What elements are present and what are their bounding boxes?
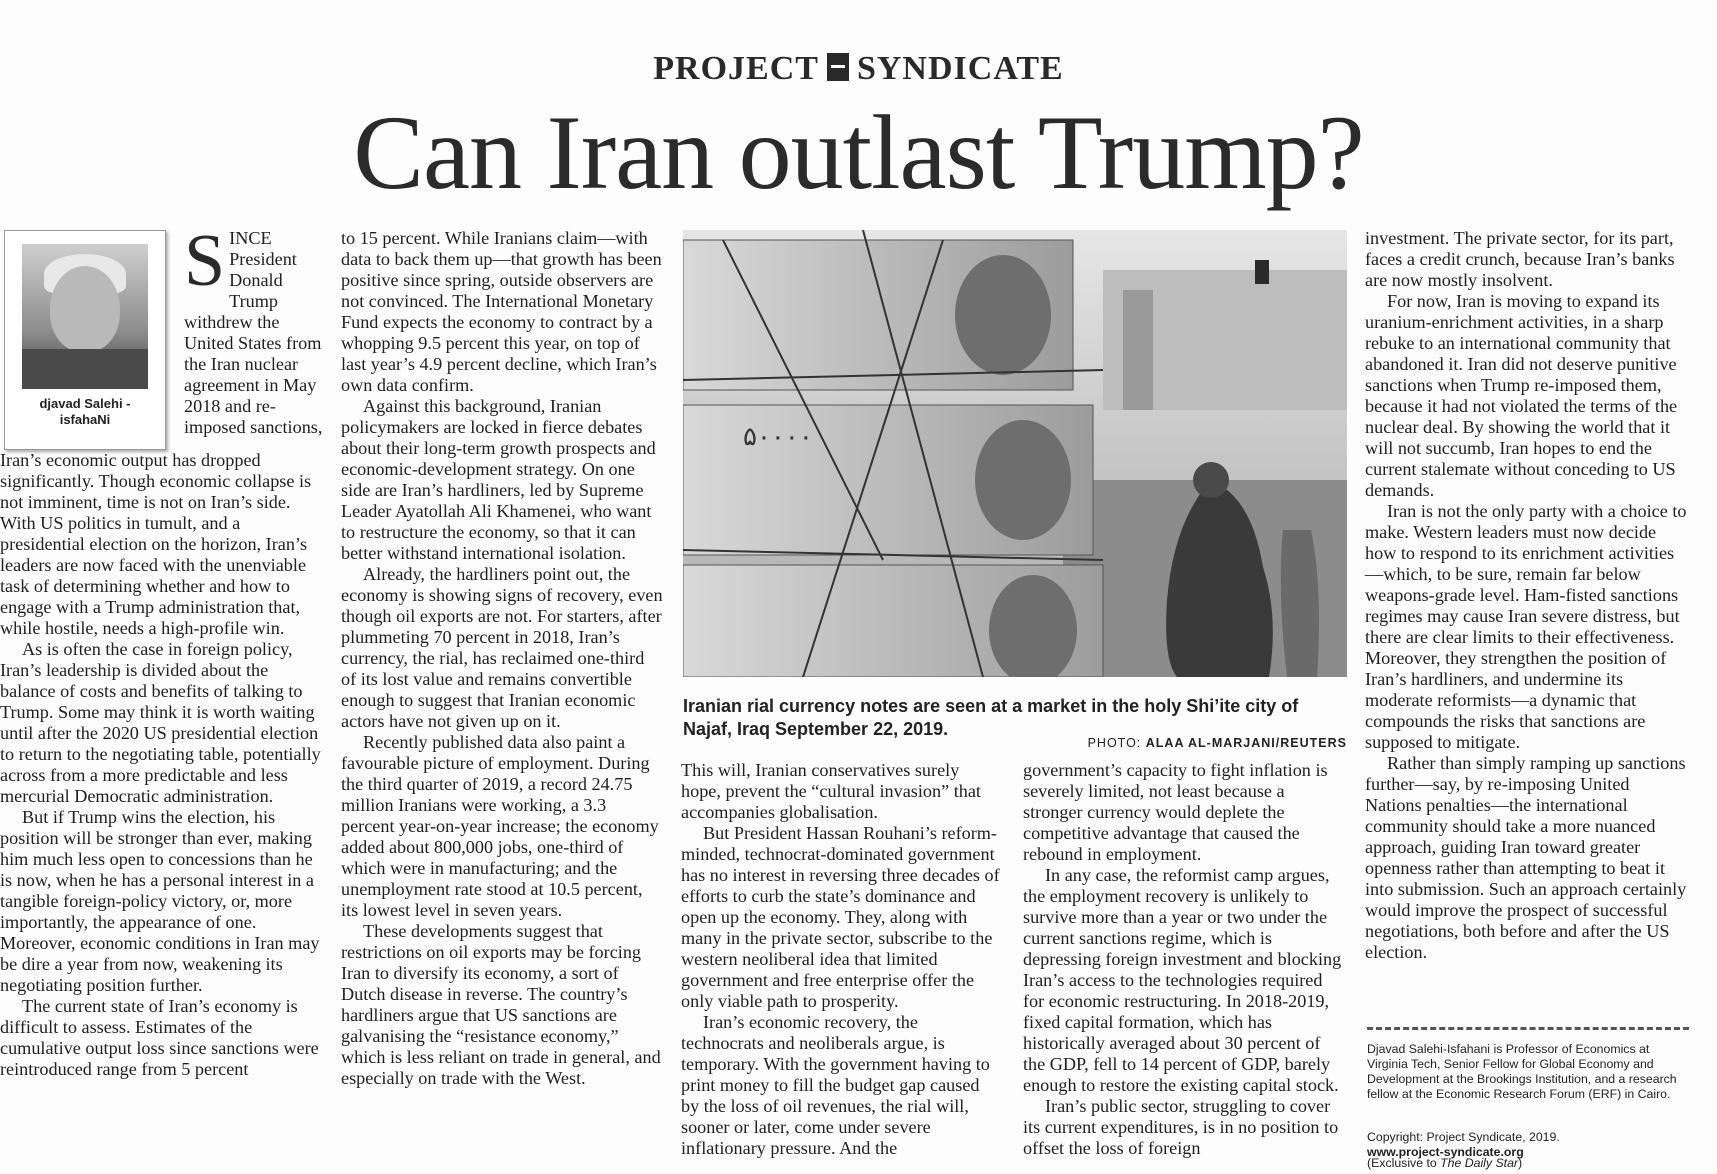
masthead-left: PROJECT [653, 50, 819, 87]
paragraph: Iran’s economic output has dropped significantly. Though economic collapse is not imminent, time is not on Iran’s side. With US politics in tumult, and a presidential election on the horizon, Iran’s leaders are now faced with the unenviable task of determining whether and how to engage with a Trump administration that, while hostile, needs a high-profile win. [0, 450, 312, 638]
syndicate-logo-icon [827, 53, 849, 81]
author-photo [22, 244, 148, 389]
paragraph: For now, Iran is moving to expand its uranium-enrichment activities, in a sharp rebuke to an international community that abandoned it. Iran did not deserve punitive sanctions when Trump re-imposed them, because it had not violated the terms of the nuclear deal. By showing the world that it will not succumb, Iran hopes to end the current stalemate without conceding to US demands. [1365, 291, 1678, 500]
currency-photo [683, 230, 1347, 677]
paragraph: Recently published data also paint a favourable picture of employment. During the third quarter of 2019, a record 24.75 million Iranians were working, a 3.3 percent year-on-year increase; the economy added about 800,000 jobs, one-third of which were in manufacturing; and the unemployment rate stood at 10.5 percent, its lowest level in seven years. [341, 732, 659, 920]
photo-credit [1088, 736, 1347, 750]
column-4 [1023, 760, 1345, 1159]
paragraph: Already, the hardliners point out, the economy is showing signs of recovery, even though oil exports are not. For starters, after plummeting 70 percent in 2018, Iran’s currency, the rial, has reclaimed one-third of its lost value and remains convertible enough to suggest that Iranian economic actors have not given up on it. [341, 564, 663, 731]
exclusive-paper: The Daily Star [1440, 1156, 1519, 1170]
exclusive-suffix: ) [1518, 1156, 1523, 1170]
credit-label: PHOTO: [1087, 736, 1146, 750]
author-name-line1: djavad Salehi - [39, 396, 131, 411]
author-name [5, 396, 165, 428]
paragraph: The current state of Iran’s economy is difficult to assess. Estimates of the cumulative output loss since sanctions were reintroduced range from 5 percent [0, 996, 319, 1079]
paragraph: Rather than simply ramping up sanctions further—say, by re-imposing United Nations penalties—the international community should take a more nuanced approach, guiding Iran toward greater openness rather than attempting to beat it into submission. Such an approach certainly would improve the prospect of successful negotiations, both before and after the US election. [1365, 753, 1687, 962]
paragraph: Iran’s public sector, struggling to cover its current expenditures, is in no position to offset the loss of foreign [1023, 1096, 1339, 1158]
paragraph: These developments suggest that restrictions on oil exports may be forcing Iran to diversify its economy, a sort of Dutch disease in reverse. The country’s hardliners argue that US sanctions are galvanising the “resistance economy,” which is less reliant on trade in general, and especially on trade with the West. [341, 921, 661, 1088]
photo-caption: Iranian rial currency notes are seen at a market in the holy Shi’ite city of Najaf, Iraq September 22, 2019. [683, 696, 1299, 739]
paragraph: But President Hassan Rouhani’s reform-minded, technocrat-dominated government has no interest in reversing three decades of efforts to curb the state’s dominance and open up the economy. They, along with many in the private sector, subscribe to the western neoliberal idea that limited government and free enterprise offer the only viable path to prosperity. [681, 823, 1000, 1011]
divider [1367, 1027, 1689, 1030]
column-1 [0, 450, 322, 1080]
paragraph: Against this background, Iranian policymakers are locked in fierce debates about their long-term growth prospects and economic-development strategy. On one side are Iran’s hardliners, led by Supreme Leader Ayatollah Ali Khamenei, who want to restructure the economy, so that it can better withstand international isolation. [341, 396, 656, 563]
dropcap: S [184, 220, 226, 302]
paragraph: This will, Iranian conservatives surely hope, prevent the “cultural invasion” that accompanies globalisation. [681, 760, 981, 822]
lead-text: INCE President Donald Trump withdrew the United States from the Iran nuclear agreement in May 2018 and re-imposed sanctions, [184, 228, 323, 437]
author-bio: Djavad Salehi-Isfahani is Professor of Economics at Virginia Tech, Senior Fellow for Global Economy and Development at the Brookings Institution, and a research fellow at the Economic Research Forum (ERF) in Cairo. [1367, 1042, 1677, 1101]
exclusive-note [1367, 1156, 1707, 1170]
paragraph: Iran’s economic recovery, the technocrats and neoliberals argue, is temporary. With the government having to print money to fill the budget gap caused by the loss of oil revenues, the rial will, sooner or later, come under severe inflationary pressure. And the [681, 1012, 990, 1158]
author-name-line2: isfahaNi [59, 412, 111, 427]
banknote-value: ۵۰۰۰۰ [743, 422, 813, 452]
paragraph: government’s capacity to fight inflation is severely limited, not least because a stronger currency would deplete the competitive advantage that caused the rebound in employment. [1023, 760, 1328, 864]
paragraph: But if Trump wins the election, his position will be stronger than ever, making him much less open to concessions than he is now, when he has a personal interest in a tangible foreign-policy victory, or, more importantly, the appearance of one. Moreover, economic conditions in Iran may be dire a year from now, weakening its negotiating position further. [0, 807, 320, 995]
masthead-right: SYNDICATE [856, 50, 1064, 87]
paragraph: Iran is not the only party with a choice to make. Western leaders must now decide how to respond to its enrichment activities—which, to be sure, remain far below weapons-grade level. Ham-fisted sanctions regimes may cause Iran severe distress, but there are clear limits to their effectiveness. Moreover, they strengthen the position of Iran’s hardliners, and undermine its moderate reformists—a dynamic that compounds the risks that sanctions are supposed to mitigate. [1365, 501, 1687, 752]
copyright-text: Copyright: Project Syndicate, 2019. [1367, 1130, 1560, 1144]
column-3 [681, 760, 1001, 1159]
lead-paragraph [184, 220, 324, 438]
website-link: www.project-syndicate.org [1367, 1145, 1524, 1159]
headline: Can Iran outlast Trump? [353, 94, 1364, 211]
column-2 [341, 228, 663, 1089]
paragraph: to 15 percent. While Iranians claim—with data to back them up—that growth has been positive since spring, outside observers are not convinced. The International Monetary Fund expects the economy to contract by a whopping 9.5 percent this year, on top of last year’s 4.9 percent decline, which Iran’s own data confirm. [341, 228, 662, 395]
paragraph: In any case, the reformist camp argues, the employment recovery is unlikely to survive more than a year or two under the current sanctions regime, which is depressing foreign investment and blocking Iran’s access to the technologies required for economic restructuring. In 2018-2019, fixed capital formation, which has historically averaged about 30 percent of the GDP, fell to 14 percent of GDP, barely enough to restore the existing capital stock. [1023, 865, 1342, 1095]
column-5 [1365, 228, 1687, 963]
author-box [4, 230, 166, 450]
credit-name: ALAA AL-MARJANI/REUTERS [1145, 736, 1347, 750]
paragraph: As is often the case in foreign policy, Iran’s leadership is divided about the balance of costs and benefits of talking to Trump. Some may think it is worth waiting until after the 2020 US presidential election to return to the negotiating table, potentially across from a more predictable and less mercurial Democratic administration. [0, 639, 321, 806]
masthead [0, 50, 1717, 88]
paragraph: investment. The private sector, for its part, faces a credit crunch, because Iran’s banks are now mostly insolvent. [1365, 228, 1675, 290]
exclusive-prefix: (Exclusive to [1367, 1156, 1441, 1170]
